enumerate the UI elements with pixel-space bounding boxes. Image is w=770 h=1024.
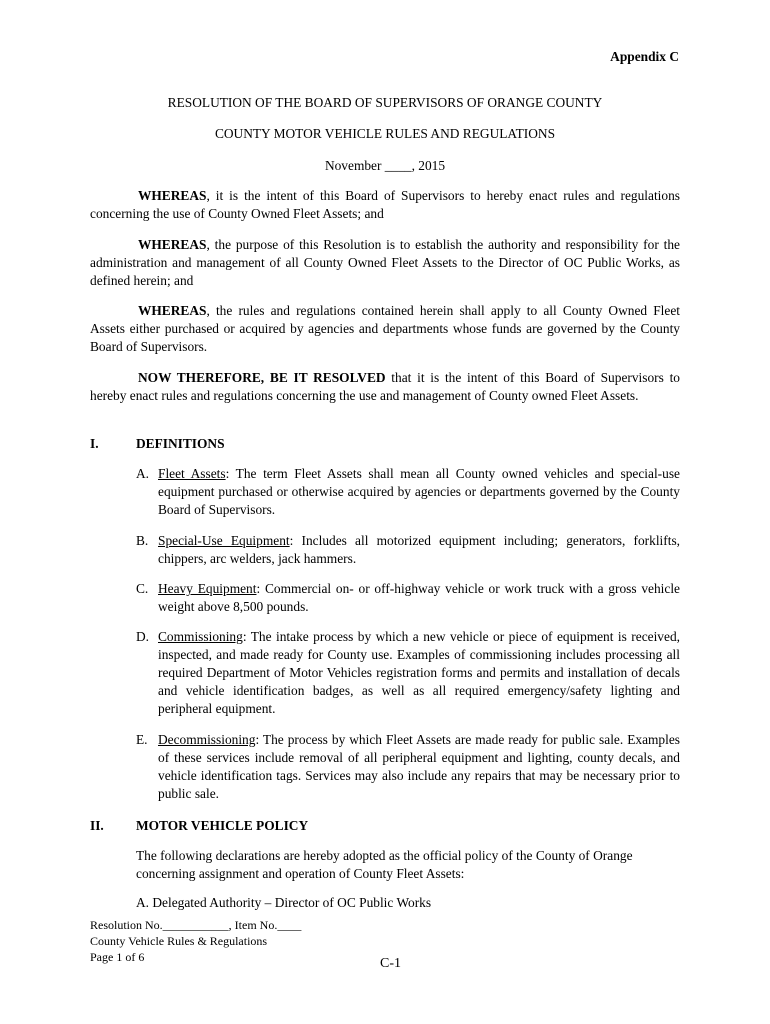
resolution-subtitle: COUNTY MOTOR VEHICLE RULES AND REGULATIONS — [214, 126, 556, 141]
policy-item-delegated-authority: A. Delegated Authority – Director of OC Public Works — [136, 895, 432, 910]
item-letter: A. — [136, 466, 150, 481]
definition-term: Heavy Equipment — [158, 581, 257, 596]
section-heading-motor-vehicle-policy — [90, 817, 308, 835]
page-label: C-1 — [380, 956, 401, 971]
definition-item — [136, 628, 680, 718]
definition-item — [136, 532, 680, 568]
definition-text: : Includes all motorized equipment including; generators, forklifts, chippers, arc welders, jack hammers. — [158, 533, 680, 566]
definition-text: : The intake process by which a new vehicle or piece of equipment is received, inspected, and made ready for County use. Examples of commissioning includes processing all required Department of Motor Vehicles registration forms and permits and installation of decals and vehicle identification badges, as well as all required emergency/safety lighting and peripheral equipment. — [158, 629, 680, 716]
definition-term: Decommissioning — [158, 732, 256, 747]
resolved-text: that it is the intent of this Board of Supervisors to hereby enact rules and regulations concerning the use and management of County owned Fleet Assets. — [90, 370, 680, 403]
section-number: I. — [90, 436, 99, 451]
whereas-lead: WHEREAS — [138, 188, 207, 203]
footer-document-name: County Vehicle Rules & Regulations — [90, 934, 268, 948]
whereas-text: , the rules and regulations contained herein shall apply to all County Owned Fleet Assets either purchased or acquired by agencies and departments whose funds are governed by the County Board of Supervisors. — [90, 303, 680, 354]
item-letter: C. — [136, 581, 149, 596]
whereas-lead: WHEREAS — [138, 237, 207, 252]
section-heading-definitions — [90, 435, 225, 453]
definition-item — [136, 580, 680, 616]
definition-item — [136, 731, 680, 803]
item-letter: B. — [136, 533, 149, 548]
definition-text: : The process by which Fleet Assets are made ready for public sale. Examples of these services include removal of all peripheral equipment and lighting, county decals, and vehicle identification tags. Services may also include any repairs that may be necessary prior to public sale. — [158, 732, 680, 801]
definition-term: Fleet Assets — [158, 466, 226, 481]
whereas-paragraph-3 — [90, 302, 680, 356]
definition-text: : The term Fleet Assets shall mean all County owned vehicles and special-use equipment purchased or otherwise acquired by agencies or departments governed by the County Board of Supervisors. — [158, 466, 680, 517]
whereas-paragraph-2 — [90, 236, 680, 290]
definition-item — [136, 465, 680, 519]
definition-term: Special-Use Equipment — [158, 533, 290, 548]
section-title: DEFINITIONS — [136, 436, 225, 451]
footer-resolution-number: Resolution No.___________, Item No.____ — [90, 918, 302, 932]
whereas-text: , the purpose of this Resolution is to establish the authority and responsibility for the administration and management of all County Owned Fleet Assets to the Director of OC Public Works, as defined herein; and — [90, 237, 680, 288]
definition-term: Commissioning — [158, 629, 243, 644]
footer-page-count: Page 1 of 6 — [90, 950, 145, 964]
resolved-paragraph — [90, 369, 680, 405]
item-letter: E. — [136, 732, 148, 747]
definition-text: : Commercial on- or off-highway vehicle or work truck with a gross vehicle weight above 8,500 pounds. — [158, 581, 680, 614]
whereas-text: , it is the intent of this Board of Supervisors to hereby enact rules and regulations concerning the use of County Owned Fleet Assets; and — [90, 188, 680, 221]
section-title: MOTOR VEHICLE POLICY — [136, 818, 309, 833]
resolved-lead: NOW THEREFORE, BE IT RESOLVED — [138, 370, 386, 385]
resolution-title: RESOLUTION OF THE BOARD OF SUPERVISORS OF ORANGE COUNTY — [167, 95, 603, 110]
appendix-label: Appendix C — [610, 49, 679, 64]
policy-intro: The following declarations are hereby adopted as the official policy of the County of Orange concerning assignment and operation of County Fleet Assets: — [136, 848, 633, 881]
section-number: II. — [90, 818, 104, 833]
item-letter: D. — [136, 629, 150, 644]
whereas-paragraph-1 — [90, 187, 680, 223]
whereas-lead: WHEREAS — [138, 303, 207, 318]
resolution-date: November ____, 2015 — [324, 158, 446, 173]
